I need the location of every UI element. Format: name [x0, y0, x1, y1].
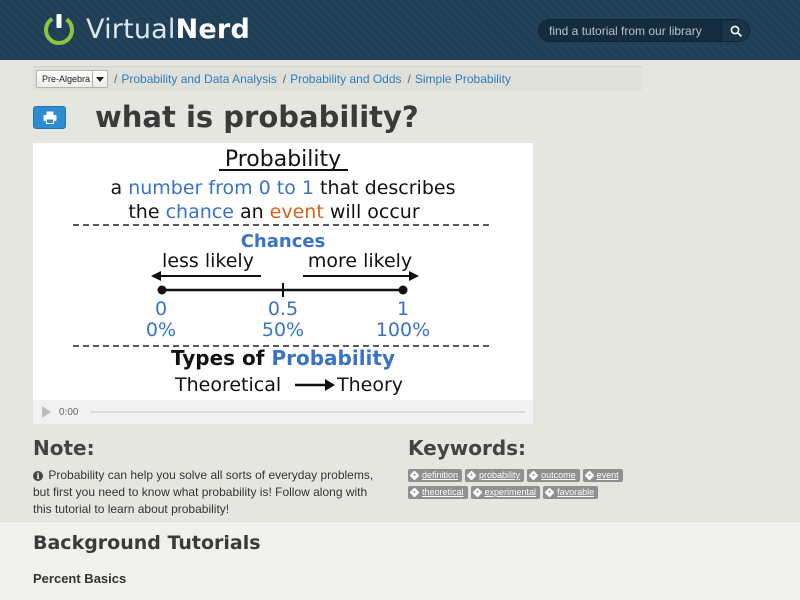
chevron-down-icon	[92, 71, 107, 87]
note-heading: Note:	[33, 436, 95, 460]
percent-zero: 0%	[145, 319, 177, 341]
search-box	[538, 19, 750, 42]
page-title: what is probability?	[95, 100, 419, 134]
keyword-tag-label: theoretical	[422, 487, 464, 497]
search-button[interactable]	[722, 19, 750, 42]
keyword-tag-label: outcome	[541, 470, 576, 480]
value-zero: 0	[154, 298, 168, 320]
print-button[interactable]	[33, 106, 66, 129]
value-one: 1	[396, 298, 410, 320]
search-input[interactable]	[538, 19, 722, 42]
percent-hundred: 100%	[375, 319, 431, 341]
keyword-tag-label: definition	[422, 470, 459, 480]
breadcrumb-link-simple-probability[interactable]: Simple Probability	[414, 72, 511, 86]
course-select[interactable]	[36, 70, 108, 88]
logo-word-nerd: Nerd	[175, 13, 250, 45]
arrow-left-head	[151, 271, 161, 281]
keyword-tag-label: event	[596, 470, 619, 480]
percent-fifty: 50%	[261, 319, 305, 341]
video-player[interactable]	[33, 143, 533, 424]
tag-icon	[410, 471, 420, 481]
number-line-end-dot	[399, 286, 408, 295]
keyword-tag-label: favorable	[557, 487, 595, 497]
keyword-tag[interactable]	[465, 469, 524, 482]
site-logo[interactable]	[42, 12, 250, 46]
tag-icon	[467, 471, 477, 481]
theory-arrow-head	[325, 379, 335, 391]
less-likely-label: less likely	[162, 250, 254, 272]
tag-icon	[529, 471, 539, 481]
definition-line-1: a number from 0 to 1 that describes	[110, 177, 456, 199]
keywords-heading: Keywords:	[408, 436, 527, 460]
site-header	[0, 0, 800, 60]
breadcrumb	[33, 66, 642, 91]
breadcrumb-separator: /	[114, 72, 118, 86]
tag-icon	[410, 488, 420, 498]
tag-icon	[584, 471, 594, 481]
search-icon	[730, 25, 742, 37]
logo-wordmark	[86, 14, 250, 45]
power-icon	[42, 12, 76, 46]
tag-icon	[545, 488, 555, 498]
chances-label: Chances	[240, 231, 326, 252]
keyword-tag[interactable]	[408, 469, 462, 482]
number-line-start-dot	[158, 286, 167, 295]
info-icon: i	[33, 471, 43, 481]
more-likely-label: more likely	[307, 250, 413, 272]
keyword-tag[interactable]	[408, 486, 468, 499]
types-heading: Types of Probability	[170, 346, 396, 370]
breadcrumb-separator: /	[407, 72, 411, 86]
keyword-tag[interactable]	[471, 486, 541, 499]
whiteboard-frame	[33, 143, 533, 400]
note-text	[33, 467, 383, 518]
course-select-value: Pre-Algebra	[42, 74, 91, 84]
tag-icon	[472, 488, 482, 498]
logo-word-virtual: Virtual	[86, 13, 176, 45]
keyword-tag[interactable]	[527, 469, 580, 482]
background-tutorials	[0, 521, 800, 600]
keyword-tag-label: probability	[479, 470, 521, 480]
play-icon[interactable]	[42, 406, 51, 418]
background-tutorials-heading: Background Tutorials	[33, 532, 261, 554]
theory-label: Theory	[337, 374, 404, 396]
arrow-right-head	[409, 271, 419, 281]
keyword-tag-label: experimental	[484, 487, 537, 497]
board-heading: Probability	[224, 147, 342, 172]
note-body: Probability can help you solve all sorts of everyday problems, but first you need to know what probability is! Follow along with this tutorial to learn about probability!	[33, 468, 374, 516]
background-tutorial-link[interactable]: Percent Basics	[33, 571, 127, 586]
video-progress-bar[interactable]	[90, 411, 525, 413]
theoretical-label: Theoretical	[175, 374, 282, 396]
definition-line-2: the chance an event will occur	[128, 201, 420, 223]
breadcrumb-link-data-analysis[interactable]: Probability and Data Analysis	[121, 72, 277, 86]
breadcrumb-separator: /	[282, 72, 287, 86]
video-controls	[33, 400, 533, 424]
value-half: 0.5	[267, 298, 299, 320]
keyword-tag[interactable]	[583, 469, 623, 482]
printer-icon	[43, 111, 57, 124]
keyword-tag[interactable]	[543, 486, 598, 499]
breadcrumb-link-odds[interactable]: Probability and Odds	[290, 72, 402, 86]
video-time: 0:00	[59, 406, 79, 418]
keyword-tags	[408, 469, 648, 503]
